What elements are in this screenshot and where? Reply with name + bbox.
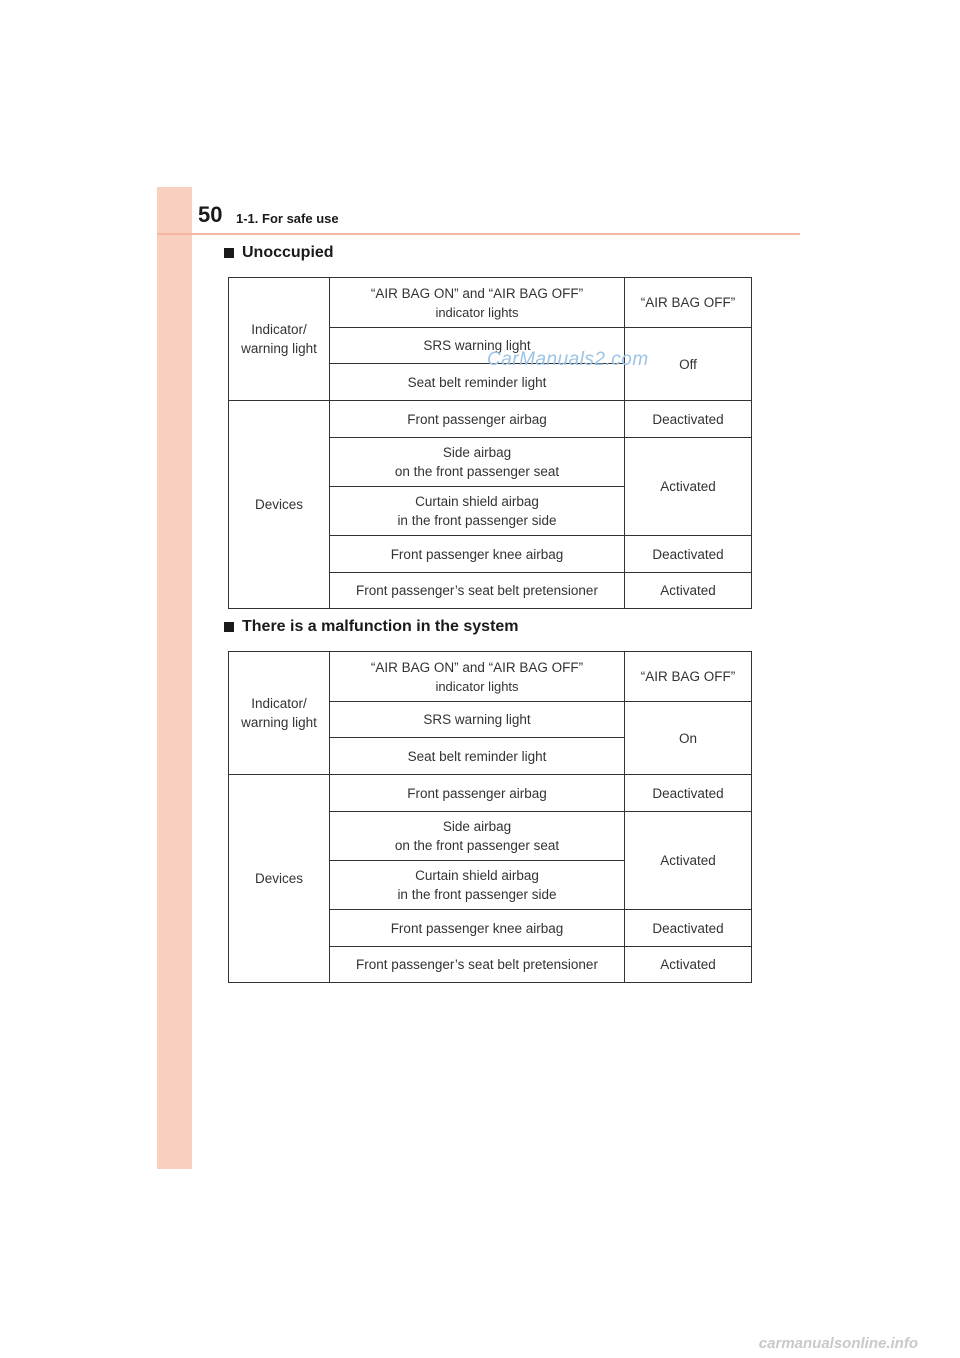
state-cell: Deactivated bbox=[625, 401, 752, 438]
item-cell: Side airbag on the front passenger seat bbox=[330, 438, 625, 487]
indicator-label-cell: Indicator/ warning light bbox=[229, 652, 330, 775]
item-subtext: indicator lights bbox=[435, 678, 519, 694]
item-cell: Front passenger airbag bbox=[330, 401, 625, 438]
state-cell: Activated bbox=[625, 812, 752, 910]
state-cell: Off bbox=[625, 328, 752, 401]
section-heading-text: Unoccupied bbox=[242, 244, 334, 261]
item-cell: Front passenger’s seat belt pretensioner bbox=[330, 947, 625, 983]
state-cell: “AIR BAG OFF” bbox=[625, 652, 752, 702]
state-cell: Deactivated bbox=[625, 775, 752, 812]
section-name: 1-1. For safe use bbox=[236, 211, 339, 226]
state-cell: “AIR BAG OFF” bbox=[625, 278, 752, 328]
section-heading-text: There is a malfunction in the system bbox=[242, 618, 519, 635]
item-cell: Side airbag on the front passenger seat bbox=[330, 812, 625, 861]
status-table-unoccupied bbox=[228, 277, 752, 609]
devices-label-cell: Devices bbox=[229, 775, 330, 983]
item-cell: Front passenger airbag bbox=[330, 775, 625, 812]
section-heading-unoccupied bbox=[224, 244, 334, 262]
status-table-malfunction bbox=[228, 651, 752, 983]
state-cell: On bbox=[625, 702, 752, 775]
square-bullet-icon bbox=[224, 248, 234, 258]
state-cell: Deactivated bbox=[625, 536, 752, 573]
devices-label-cell: Devices bbox=[229, 401, 330, 609]
item-subtext: indicator lights bbox=[435, 304, 519, 320]
state-cell: Activated bbox=[625, 573, 752, 609]
item-cell: Front passenger’s seat belt pretensioner bbox=[330, 573, 625, 609]
header-rule bbox=[157, 233, 800, 235]
item-cell: Curtain shield airbag in the front passenger side bbox=[330, 861, 625, 910]
state-cell: Activated bbox=[625, 438, 752, 536]
item-cell bbox=[330, 278, 625, 328]
watermark-top: CarManuals2.com bbox=[487, 349, 649, 370]
state-cell: Activated bbox=[625, 947, 752, 983]
item-cell: Front passenger knee airbag bbox=[330, 910, 625, 947]
item-cell: Curtain shield airbag in the front passenger side bbox=[330, 487, 625, 536]
square-bullet-icon bbox=[224, 622, 234, 632]
item-text: “AIR BAG ON” and “AIR BAG OFF” bbox=[370, 285, 584, 301]
state-cell: Deactivated bbox=[625, 910, 752, 947]
item-cell: SRS warning light bbox=[330, 702, 625, 738]
watermark-bottom: carmanualsonline.info bbox=[758, 1335, 918, 1352]
indicator-label-cell: Indicator/ warning light bbox=[229, 278, 330, 401]
item-cell: SRS warning light bbox=[330, 328, 625, 364]
item-cell: Front passenger knee airbag bbox=[330, 536, 625, 573]
side-color-band bbox=[157, 187, 192, 1169]
item-cell bbox=[330, 652, 625, 702]
item-text: “AIR BAG ON” and “AIR BAG OFF” bbox=[370, 659, 584, 675]
section-heading-malfunction bbox=[224, 618, 519, 636]
item-cell: Seat belt reminder light bbox=[330, 364, 625, 401]
item-cell: Seat belt reminder light bbox=[330, 738, 625, 775]
page-number: 50 bbox=[198, 202, 223, 227]
